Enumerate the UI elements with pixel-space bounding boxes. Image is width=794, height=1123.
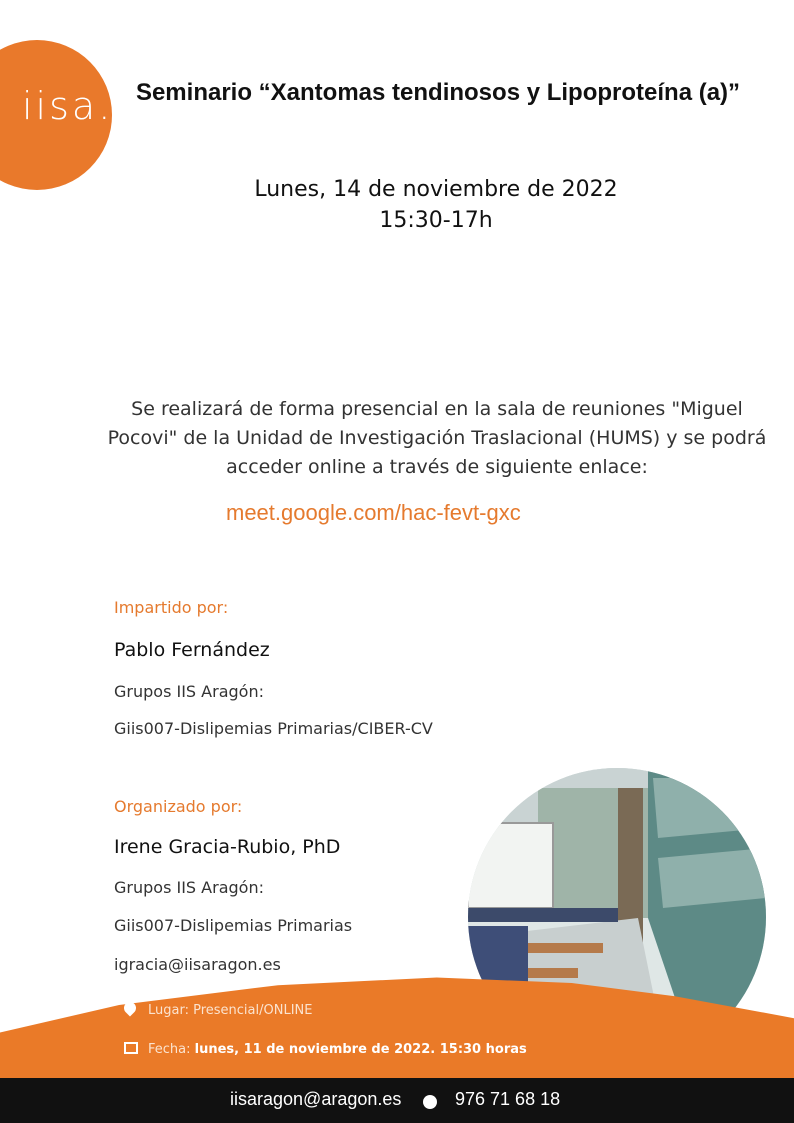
footer-email[interactable]: iisaragon@aragon.es: [230, 1089, 402, 1109]
info-date: [124, 1042, 527, 1057]
footer: [0, 1078, 794, 1123]
footer-phone[interactable]: 976 71 68 18: [455, 1089, 561, 1109]
info-date-label: Fecha:: [148, 1042, 191, 1057]
info-place: [124, 1003, 312, 1018]
organizer-name: Irene Gracia-Rubio, PhD: [114, 836, 341, 858]
logo: iisa.: [22, 84, 114, 128]
calendar-icon: [124, 1042, 138, 1054]
info-date-value: lunes, 11 de noviembre de 2022. 15:30 horas: [194, 1042, 527, 1057]
page-title: Seminario “Xantomas tendinosos y Lipoproteína (a)”: [135, 79, 741, 106]
speaker-group: Giis007-Dislipemias Primarias/CIBER-CV: [114, 719, 433, 738]
location-pin-icon: [122, 1000, 139, 1017]
organizer-heading: Organizado por:: [114, 797, 243, 816]
event-time: 15:30-17h: [379, 208, 493, 233]
organizer-group: Giis007-Dislipemias Primarias: [114, 916, 353, 935]
organizer-group-label: Grupos IIS Aragón:: [114, 878, 264, 897]
meet-link[interactable]: meet.google.com/hac-fevt-gxc: [226, 500, 521, 525]
bullet-icon: [423, 1095, 437, 1109]
speaker-group-label: Grupos IIS Aragón:: [114, 682, 264, 701]
info-place-label: Lugar: Presencial/ONLINE: [148, 1003, 313, 1018]
speaker-heading: Impartido por:: [114, 598, 229, 617]
event-date: Lunes, 14 de noviembre de 2022: [254, 177, 618, 202]
event-description: Se realizará de forma presencial en la sala de reuniones "Miguel Pocovi" de la Unidad de Investigación Traslacional (HUMS) y se podrá acceder online a través de siguiente enlace:: [107, 398, 767, 478]
speaker-name: Pablo Fernández: [114, 639, 270, 661]
organizer-email[interactable]: igracia@iisaragon.es: [114, 955, 281, 974]
